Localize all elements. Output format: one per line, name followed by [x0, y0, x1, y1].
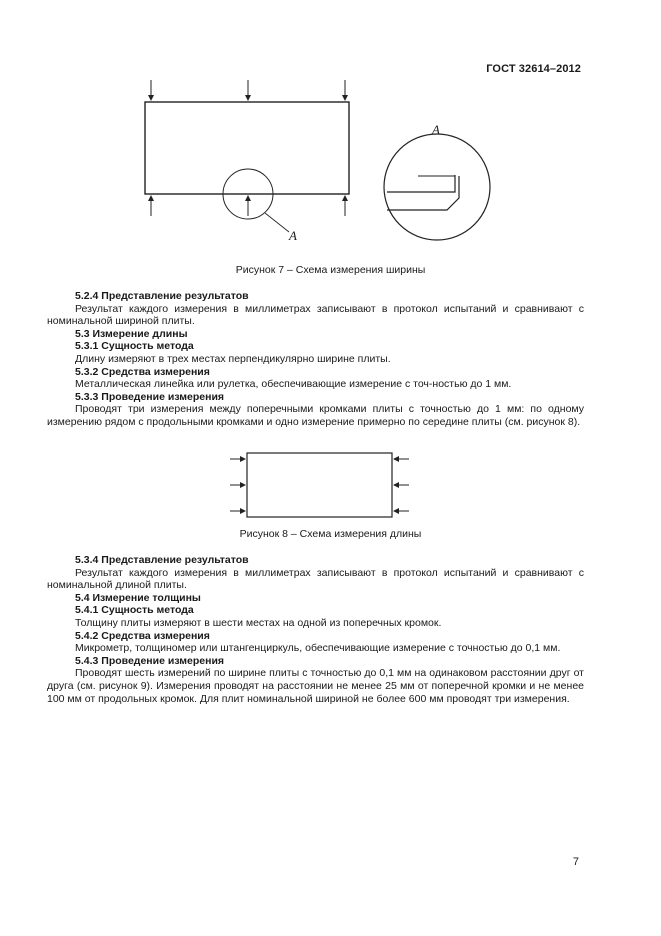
paragraph-5-3-3: Проводят три измерения между поперечными кромками плиты с точностью до 1 мм: по одному измерению рядом с продольными кромками и одно измерение примерно по середине плиты (см. рисунок 8). [47, 403, 584, 428]
heading-5-4-2: 5.4.2 Средства измерения [75, 629, 210, 642]
heading-5-4: 5.4 Измерение толщины [75, 591, 201, 604]
paragraph-5-4-1: Толщину плиты измеряют в шести местах на одной из поперечных кромок. [75, 616, 442, 629]
label-a-detail: А [432, 122, 440, 137]
paragraph-5-3-2: Металлическая линейка или рулетка, обеспечивающие измерение с точ-ностью до 1 мм. [75, 378, 512, 391]
paragraph-5-4-2: Микрометр, толщиномер или штангенциркуль, обеспечивающие измерение с точностью до 0,1 мм. [75, 642, 561, 655]
section-block-1 [47, 290, 584, 429]
paragraph-5-3-4: Результат каждого измерения в миллиметрах записывают в протокол испытаний и сравнивают с номинальной длиной плиты. [47, 566, 584, 592]
paragraph-5-3-1: Длину измеряют в трех местах перпендикулярно ширине плиты. [75, 352, 391, 365]
detail-enlarged-circle [384, 134, 490, 240]
heading-5-3-3: 5.3.3 Проведение измерения [75, 390, 225, 403]
heading-5-4-1: 5.4.1 Сущность метода [75, 604, 194, 617]
page-number: 7 [572, 856, 579, 868]
figure-7-width-diagram [0, 0, 661, 260]
plate-rectangle [145, 102, 349, 194]
section-block-2 [47, 554, 584, 705]
paragraph-5-4-3: Проводят шесть измерений по ширине плиты с точностью до 0,1 мм на одинаковом расстоянии друг от друга (см. рисунок 9). Измерения проводят на расстоянии не менее 25 мм от поперечной кромки и не менее 100 мм от продольных кромок. Для плит номинальной шириной не более 600 мм проводят три измерения. [47, 667, 584, 705]
paragraph-5-2-4: Результат каждого измерения в миллиметрах записывают в протокол испытаний и сравнивают с номинальной шириной плиты. [47, 302, 584, 328]
leader-line-a [265, 213, 289, 232]
heading-5-4-3: 5.4.3 Проведение измерения [75, 654, 225, 667]
figure-8-caption: Рисунок 8 – Схема измерения длины [239, 528, 422, 540]
heading-5-3: 5.3 Измерение длины [75, 327, 188, 340]
figure-8-length-diagram [0, 440, 661, 530]
heading-5-2-4: 5.2.4 Представление результатов [75, 290, 249, 302]
heading-5-3-4: 5.3.4 Представление результатов [75, 554, 249, 566]
heading-5-3-2: 5.3.2 Средства измерения [75, 365, 210, 378]
label-a-leader: А [289, 228, 297, 243]
plate-edge-detail [387, 175, 459, 210]
figure-7-caption: Рисунок 7 – Схема измерения ширины [235, 264, 426, 276]
document-header: ГОСТ 32614–2012 [486, 63, 581, 75]
heading-5-3-1: 5.3.1 Сущность метода [75, 340, 194, 353]
plate-rectangle-8 [247, 453, 392, 517]
